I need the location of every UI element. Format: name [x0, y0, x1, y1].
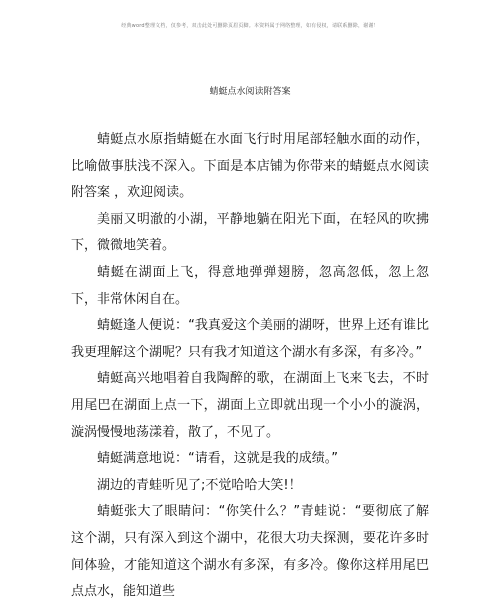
paragraph: 蜻蜓点水原指蜻蜓在水面飞行时用尾部轻触水面的动作，比喻做事肤浅不深入。下面是本店铺为你带来的蜻蜓点水阅读附答案 ，欢迎阅读。: [71, 132, 429, 201]
paragraph: 蜻蜓满意地说：“请看，这就是我的成绩。”: [97, 451, 338, 467]
paragraph: 蜻蜓逢人便说：“我真爱这个美丽的湖呀，世界上还有谁比我更理解这个湖呢？只有我才知道这个湖水有多深，有多冷。”: [71, 318, 429, 360]
paragraph: 美丽又明澈的小湖，平静地躺在阳光下面，在轻风的吹拂下，微微地笑着。: [71, 211, 429, 254]
paragraph: 湖边的青蛙听见了;不觉哈哈大笑!！: [97, 477, 302, 493]
paragraph: 蜻蜓高兴地唱着自我陶醉的歌，在湖面上飞来飞去，不时用尾巴在湖面上点一下，湖面上立即就出现一个小小的漩涡，漩涡慢慢地荡漾着，散了，不见了。: [71, 371, 429, 440]
document-body: [71, 127, 429, 606]
paragraph: 蜻蜓在湖面上飞，得意地弹弹翅膀，忽高忽低，忽上忽下，非常休闲自在。: [71, 264, 429, 307]
document-title: 蜻蜓点水阅读附答案: [209, 87, 291, 97]
paragraph: 蜻蜓张大了眼睛问：“你笑什么？”青蛙说：“要彻底了解这个湖，只有深入到这个湖中，花很大功夫探测，要花许多时间体验，才能知道这个湖水有多深，有多冷。像你这样用尾巴点点水，能知道些: [71, 504, 429, 600]
page-header-note: 经典word整理文档，仅参考，双击此处可删除页眉页脚。本资料属于网络整理，如有侵权，请联系删除，谢谢！: [121, 23, 379, 29]
